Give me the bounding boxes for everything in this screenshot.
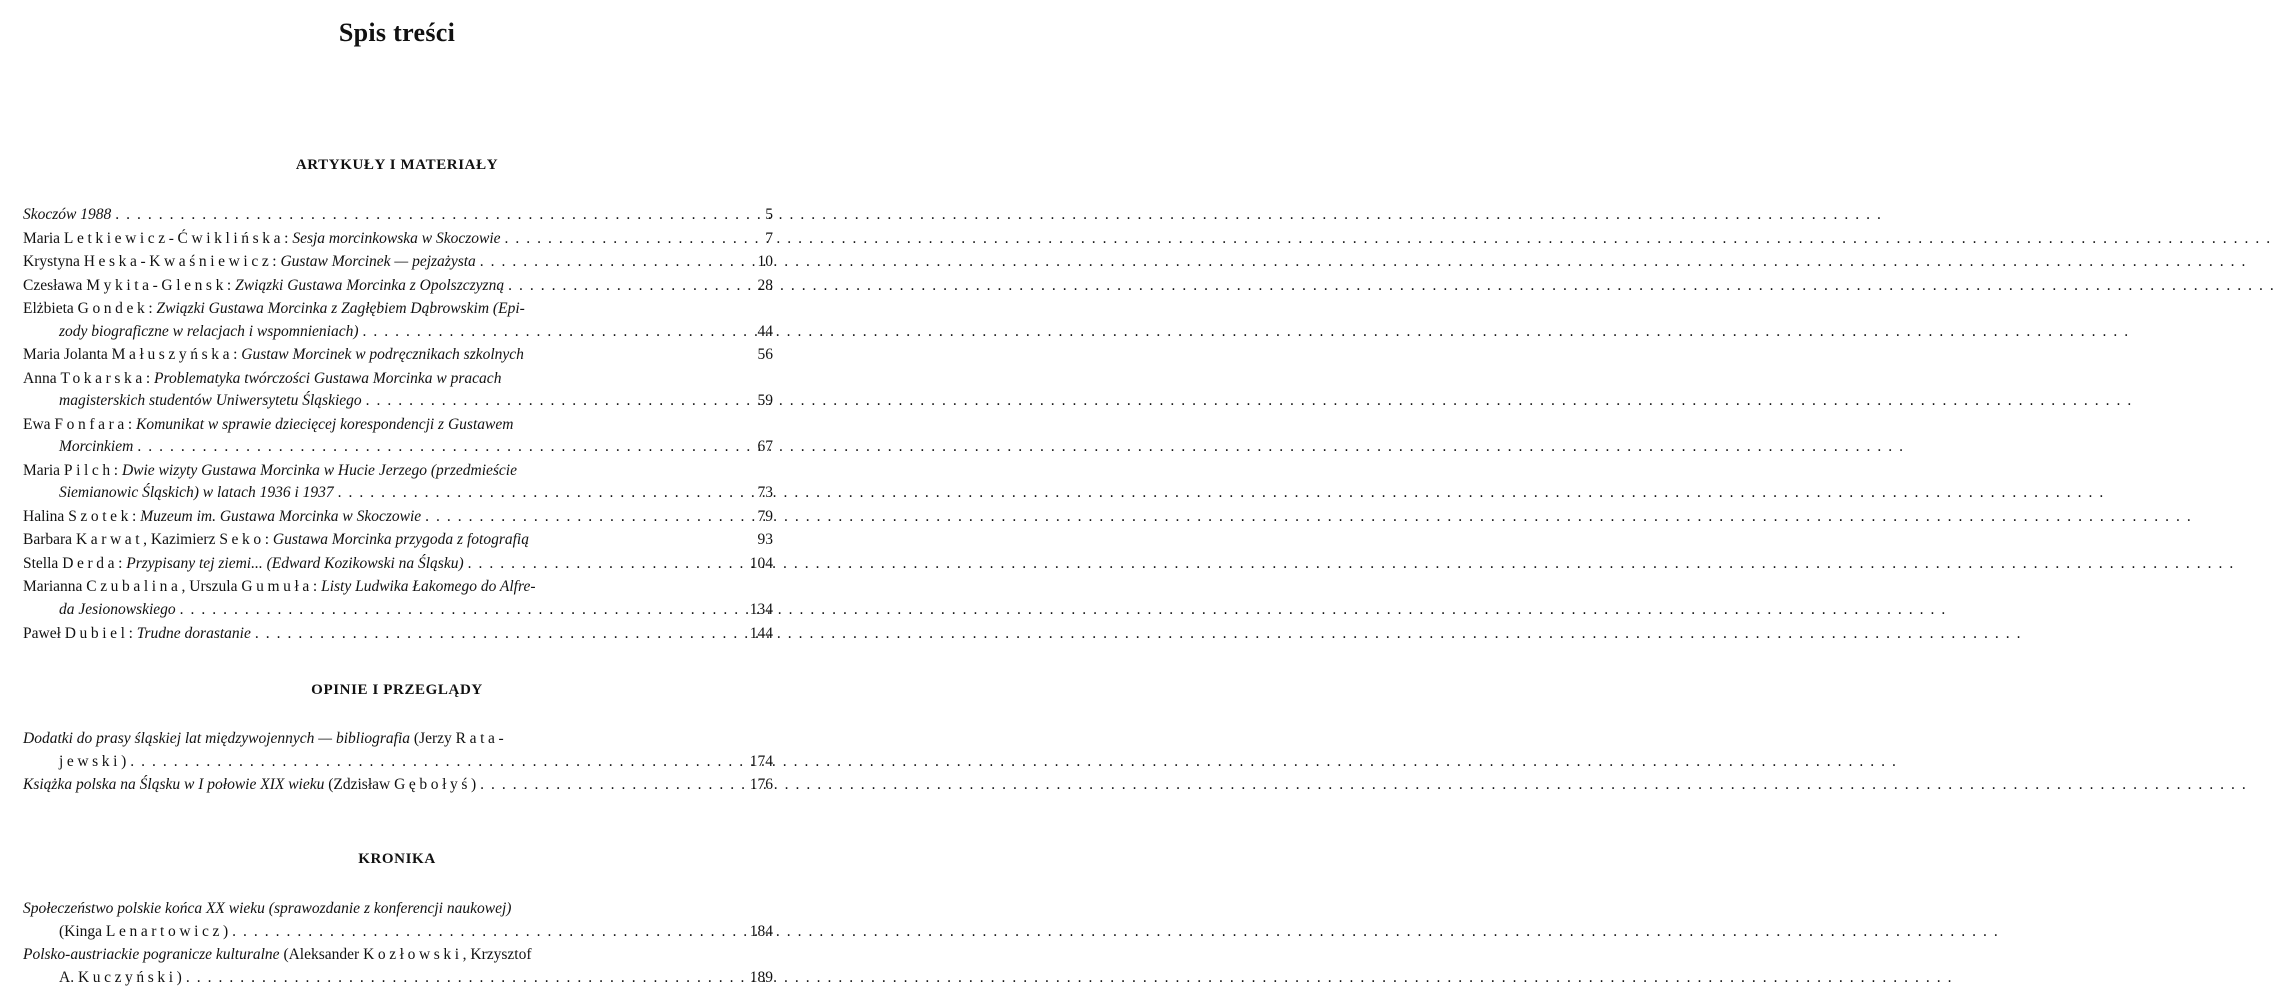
- toc-entry-line: [23, 774, 773, 797]
- toc-entry[interactable]: [23, 298, 773, 343]
- author-surname: Tokarska: [60, 369, 146, 387]
- toc-entry[interactable]: [23, 228, 773, 251]
- dot-leader: [111, 204, 719, 227]
- article-title: Związki Gustawa Morcinka z Opolszczyzną: [235, 276, 505, 294]
- toc-entry-line: [23, 251, 773, 274]
- toc-entry-line: [23, 368, 773, 391]
- entry-text-part: (Zdzisław: [324, 776, 395, 794]
- toc-entry-text: [23, 414, 513, 437]
- page-number: 189: [749, 968, 773, 986]
- entry-text-part: Paweł: [23, 624, 65, 642]
- author-surname: Gębołyś: [394, 776, 471, 794]
- toc-entry-text: [23, 275, 504, 298]
- article-title: Listy Ludwika Łakomego do Alfre-: [321, 578, 536, 596]
- toc-entry-line: [23, 751, 773, 774]
- page-number: 184: [749, 922, 773, 940]
- entry-text-part: :: [272, 253, 281, 270]
- toc-entry-text: [23, 251, 476, 274]
- article-title: Gustawa Morcinka przygoda z fotografią: [272, 531, 529, 549]
- toc-entry-text: [59, 321, 358, 344]
- entry-text-part: (Jerzy: [410, 730, 456, 747]
- toc-entry-line: [23, 414, 773, 437]
- entry-text-part: Maria: [23, 229, 64, 247]
- article-title: Społeczeństwo polskie końca XX wieku (sprawozdanie z konferencji naukowej): [23, 900, 512, 917]
- dot-leader: [501, 228, 719, 251]
- author-surname: Heska-Kwaśniewicz: [83, 253, 273, 270]
- entry-text-part: , Krzysztof: [462, 946, 532, 964]
- article-title: magisterskich studentów Uniwersytetu Śląskiego: [59, 392, 362, 410]
- entry-text-part: Czesława: [23, 276, 87, 294]
- article-title: da Jesionowskiego: [59, 600, 176, 618]
- author-surname: Kuczyński: [77, 968, 177, 986]
- toc-entry-line: [23, 321, 773, 344]
- dot-leader: [176, 599, 719, 622]
- toc-entry[interactable]: [23, 275, 773, 298]
- toc-entry-line: [23, 898, 773, 921]
- page-number: 174: [749, 752, 773, 770]
- page-number: 67: [757, 438, 773, 456]
- dot-leader: [126, 751, 719, 774]
- author-surname: Fonfara: [54, 415, 128, 433]
- article-title: Siemianowic Śląskich) w latach 1936 i 1937: [59, 484, 334, 502]
- entry-text-part: ): [121, 752, 127, 770]
- toc-entry-line: [23, 460, 773, 483]
- entry-text-part: :: [145, 369, 155, 387]
- dot-leader: [504, 275, 719, 298]
- toc-entry-line: [23, 599, 773, 622]
- dot-leader: [362, 390, 719, 413]
- article-title: Gustaw Morcinek — pejzażysta: [280, 253, 476, 270]
- toc-entry[interactable]: [23, 460, 773, 505]
- article-title: Związki Gustawa Morcinka z Zagłębiem Dąbrowskim (Epi-: [156, 300, 525, 317]
- author-surname: Lenartowicz: [105, 922, 223, 940]
- toc-entry-line: [23, 204, 773, 227]
- entry-text-part: ): [470, 776, 477, 794]
- toc-entry-text: [23, 774, 476, 797]
- dot-leader: [421, 506, 719, 529]
- toc-entry[interactable]: [23, 898, 773, 943]
- author-surname: Szotek: [68, 507, 132, 525]
- toc-entry-line: [23, 944, 773, 967]
- toc-entry-line: [23, 482, 773, 505]
- toc-page: [0, 0, 794, 1007]
- toc-entry[interactable]: [23, 728, 773, 773]
- page-number: 134: [749, 600, 773, 618]
- entry-text-part: (Aleksander: [279, 946, 364, 964]
- toc-entry-line: [23, 529, 773, 552]
- entry-text-part: :: [284, 229, 293, 247]
- toc-entry-line: [23, 436, 773, 459]
- entry-text-part: :: [127, 415, 137, 433]
- section-heading: KRONIKA: [358, 851, 436, 867]
- toc-entry-line: [23, 728, 773, 751]
- author-surname: Gumuła: [241, 578, 313, 596]
- author-surname: Rata-: [455, 730, 508, 747]
- entry-text-part: :: [264, 531, 273, 549]
- entry-text-part: Stella: [23, 554, 63, 572]
- article-title: zody biograficzne w relacjach i wspomnieniach): [59, 322, 359, 340]
- article-title: Trudne dorastanie: [136, 624, 251, 642]
- toc-entry-line: [23, 298, 773, 321]
- entry-text-part: Marianna: [23, 578, 87, 596]
- toc-entry[interactable]: [23, 774, 773, 797]
- article-title: Książka polska na Śląsku w I połowie XIX wieku: [23, 776, 325, 794]
- entry-text-part: :: [233, 346, 242, 364]
- toc-entry[interactable]: [23, 251, 773, 274]
- dot-leader: [358, 321, 719, 344]
- dot-leader: [133, 436, 719, 459]
- page-number: 56: [757, 346, 773, 364]
- page-number: 79: [757, 507, 773, 525]
- toc-entry-line: [23, 623, 773, 646]
- toc-entry-text: [23, 728, 507, 751]
- article-title: Dwie wizyty Gustawa Morcinka w Hucie Jerzego (przedmieście: [121, 461, 517, 479]
- page-number: 28: [757, 276, 773, 294]
- toc-entry-text: [23, 576, 536, 599]
- entry-text-part: ): [176, 968, 182, 986]
- article-title: Gustaw Morcinek w podręcznikach szkolnych: [241, 346, 524, 364]
- entry-text-part: :: [226, 276, 236, 294]
- section-heading: ARTYKUŁY I MATERIAŁY: [295, 157, 499, 173]
- entry-text-part: Halina: [23, 507, 69, 525]
- entry-text-part: :: [148, 300, 157, 317]
- author-surname: Letkiewicz-Ćwiklińska: [63, 229, 285, 247]
- entry-text-part: :: [118, 554, 127, 572]
- page-number: 104: [749, 554, 773, 572]
- toc-entry-text: [23, 344, 524, 367]
- toc-entry-text: [59, 967, 182, 990]
- entry-text-part: Maria Jolanta: [23, 346, 112, 364]
- dot-leader: [476, 774, 719, 797]
- author-surname: Gondek: [77, 300, 149, 317]
- toc-entry-text: [23, 204, 111, 227]
- entry-text-part: A.: [59, 968, 78, 986]
- article-title: Polsko-austriackie pogranicze kulturalne: [23, 946, 280, 964]
- page-number: 10: [757, 253, 773, 270]
- toc-entry-text: [59, 599, 176, 622]
- toc-entry-line: [23, 967, 773, 990]
- toc-entry[interactable]: [23, 623, 773, 646]
- toc-entry-line: [23, 390, 773, 413]
- toc-entry[interactable]: [23, 204, 773, 227]
- toc-entry-line: [23, 576, 773, 599]
- entry-text-part: :: [132, 507, 141, 525]
- page-number: 144: [749, 624, 773, 642]
- toc-entry-text: [59, 390, 362, 413]
- entry-text-part: Anna: [23, 369, 61, 387]
- page-number: 7: [765, 229, 773, 247]
- toc-entry-text: [23, 553, 464, 576]
- dot-leader: [334, 482, 719, 505]
- author-surname: Pilch: [63, 461, 114, 479]
- author-surname: Kozłowski: [363, 946, 463, 964]
- toc-entry-text: [23, 623, 251, 646]
- dot-leader: [464, 553, 719, 576]
- author-surname: Małuszyńska: [111, 346, 234, 364]
- author-surname: jewski: [59, 752, 122, 770]
- entry-text-part: Krystyna: [23, 253, 84, 270]
- toc-entry-text: [59, 921, 228, 944]
- article-title: Dodatki do prasy śląskiej lat międzywojennych — bibliografia: [23, 730, 411, 747]
- page-number: 59: [757, 392, 773, 410]
- toc-entry-text: [23, 529, 529, 552]
- toc-entry-text: [59, 436, 133, 459]
- page-number: 176: [749, 776, 773, 794]
- author-surname: Seko: [219, 531, 265, 549]
- entry-text-part: , Kazimierz: [143, 531, 220, 549]
- page-number: 73: [757, 484, 773, 502]
- article-title: Komunikat w sprawie dziecięcej korespondencji z Gustawem: [136, 415, 514, 433]
- toc-entry-text: [59, 751, 126, 774]
- toc-entry-text: [23, 460, 517, 483]
- toc-entry-text: [23, 944, 532, 967]
- toc-entry[interactable]: [23, 529, 773, 552]
- toc-entry-line: [23, 275, 773, 298]
- toc-entry[interactable]: [23, 944, 773, 989]
- entry-text-part: :: [128, 624, 137, 642]
- entry-text-part: Maria: [23, 461, 64, 479]
- toc-entry-line: [23, 344, 773, 367]
- toc-entry-text: [23, 898, 511, 921]
- toc-entry-text: [23, 228, 501, 251]
- toc-entry-line: [23, 506, 773, 529]
- article-title: Muzeum im. Gustawa Morcinka w Skoczowie: [140, 507, 422, 525]
- toc-entry[interactable]: [23, 553, 773, 576]
- toc-entry-text: [23, 506, 421, 529]
- entry-text-part: ): [222, 922, 229, 940]
- article-title: Skoczów 1988: [23, 206, 112, 223]
- article-title: Przypisany tej ziemi... (Edward Kozikowski na Śląsku): [126, 554, 464, 572]
- toc-entry-text: [23, 298, 525, 321]
- page-number: 93: [757, 531, 773, 549]
- toc-entry[interactable]: [23, 576, 773, 621]
- toc-entry[interactable]: [23, 368, 773, 413]
- entry-text-part: :: [113, 461, 122, 479]
- author-surname: Derda: [62, 554, 119, 572]
- toc-entry[interactable]: [23, 414, 773, 459]
- author-surname: Dubiel: [64, 624, 129, 642]
- entry-text-part: Ewa: [23, 415, 55, 433]
- entry-text-part: Elżbieta: [23, 300, 78, 317]
- toc-entry-text: [59, 482, 334, 505]
- article-title: Sesja morcinkowska w Skoczowie: [292, 229, 501, 247]
- toc-entry-line: [23, 553, 773, 576]
- page-number: 5: [765, 206, 773, 223]
- toc-entry-line: [23, 921, 773, 944]
- dot-leader: [251, 623, 719, 646]
- entry-text-part: :: [312, 578, 322, 596]
- toc-entry-text: [23, 368, 501, 391]
- dot-leader: [182, 967, 719, 990]
- entry-text-part: , Urszula: [181, 578, 242, 596]
- article-title: Problematyka twórczości Gustawa Morcinka w pracach: [154, 369, 502, 387]
- toc-entry[interactable]: [23, 506, 773, 529]
- author-surname: Mykita-Glensk: [86, 276, 227, 294]
- dot-leader: [476, 251, 719, 274]
- entry-text-part: (Kinga: [59, 922, 106, 940]
- toc-entry[interactable]: [23, 344, 773, 367]
- dot-leader: [228, 921, 719, 944]
- author-surname: Karwat: [75, 531, 144, 549]
- section-heading: OPINIE I PRZEGLĄDY: [311, 682, 483, 698]
- author-surname: Czubalina: [86, 578, 182, 596]
- article-title: Morcinkiem: [59, 438, 134, 456]
- page-title: Spis treści: [338, 18, 456, 47]
- entry-text-part: Barbara: [23, 531, 76, 549]
- page-number: 44: [757, 322, 773, 340]
- toc-entry-line: [23, 228, 773, 251]
